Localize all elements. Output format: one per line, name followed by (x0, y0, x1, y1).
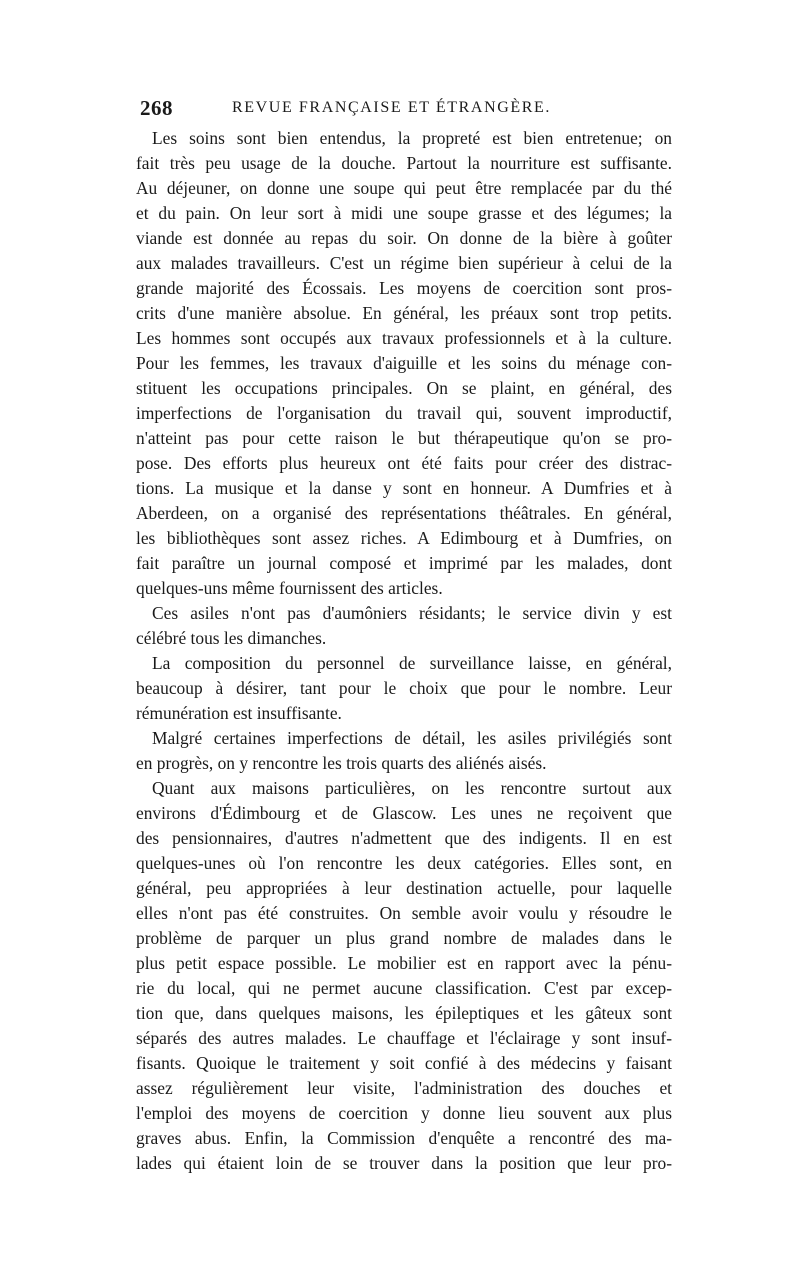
text-line: quelques-uns même fournissent des articles. (136, 578, 443, 598)
text-line: graves abus. Enfin, la Commission d'enquête a rencontré des ma- (136, 1128, 672, 1148)
text-line: Au déjeuner, on donne une soupe qui peut être remplacée par du thé (136, 178, 672, 198)
text-line: rie du local, qui ne permet aucune classification. C'est par excep- (136, 978, 672, 998)
text-line: Les hommes sont occupés aux travaux professionnels et à la culture. (136, 328, 672, 348)
text-line: quelques-unes où l'on rencontre les deux catégories. Elles sont, en (136, 853, 672, 873)
text-line: et du pain. On leur sort à midi une soupe grasse et des légumes; la (136, 203, 672, 223)
text-line: séparés des autres malades. Le chauffage et l'éclairage y sont insuf- (136, 1028, 672, 1048)
text-line: assez régulièrement leur visite, l'administration des douches et (136, 1078, 672, 1098)
text-line: Quant aux maisons particulières, on les rencontre surtout aux (152, 778, 672, 798)
text-line: Aberdeen, on a organisé des représentations théâtrales. En général, (136, 503, 672, 523)
text-line: aux malades travailleurs. C'est un régime bien supérieur à celui de la (136, 253, 672, 273)
text-line: l'emploi des moyens de coercition y donne lieu souvent aux plus (136, 1103, 672, 1123)
text-line: rémunération est insuffisante. (136, 703, 342, 723)
running-head (140, 96, 670, 122)
text-line: en progrès, on y rencontre les trois quarts des aliénés aisés. (136, 753, 547, 773)
text-line: plus petit espace possible. Le mobilier est en rapport avec la pénu- (136, 953, 672, 973)
text-line: crits d'une manière absolue. En général, les préaux sont trop petits. (136, 303, 672, 323)
text-line: célébré tous les dimanches. (136, 628, 327, 648)
text-line: n'atteint pas pour cette raison le but thérapeutique qu'on se pro- (136, 428, 672, 448)
text-line: viande est donnée au repas du soir. On donne de la bière à goûter (136, 228, 672, 248)
page-number: 268 (140, 96, 173, 120)
text-line: fait paraître un journal composé et imprimé par les malades, dont (136, 553, 672, 573)
text-line: grande majorité des Écossais. Les moyens de coercition sont pros- (136, 278, 672, 298)
text-line: fait très peu usage de la douche. Partout la nourriture est suffisante. (136, 153, 672, 173)
text-line: elles n'ont pas été construites. On semble avoir voulu y résoudre le (136, 903, 672, 923)
text-line: des pensionnaires, d'autres n'admettent que des indigents. Il en est (136, 828, 672, 848)
text-line: problème de parquer un plus grand nombre de malades dans le (136, 928, 672, 948)
text-line: beaucoup à désirer, tant pour le choix que pour le nombre. Leur (136, 678, 672, 698)
text-line: stituent les occupations principales. On se plaint, en général, des (136, 378, 672, 398)
text-line: environs d'Édimbourg et de Glascow. Les unes ne reçoivent que (136, 803, 672, 823)
body-text (136, 126, 672, 1176)
text-line: pose. Des efforts plus heureux ont été faits pour créer des distrac- (136, 453, 672, 473)
text-line: tion que, dans quelques maisons, les épileptiques et les gâteux sont (136, 1003, 672, 1023)
journal-title: REVUE FRANÇAISE ET ÉTRANGÈRE. (232, 99, 551, 116)
text-line: lades qui étaient loin de se trouver dans la position que leur pro- (136, 1153, 672, 1173)
text-line: La composition du personnel de surveillance laisse, en général, (152, 653, 672, 673)
text-line: tions. La musique et la danse y sont en honneur. A Dumfries et à (136, 478, 672, 498)
text-line: imperfections de l'organisation du travail qui, souvent improductif, (136, 403, 672, 423)
text-line: Ces asiles n'ont pas d'aumôniers résidants; le service divin y est (152, 603, 672, 623)
text-line: Malgré certaines imperfections de détail, les asiles privilégiés sont (152, 728, 672, 748)
text-line: Les soins sont bien entendus, la propreté est bien entretenue; on (152, 128, 672, 148)
text-line: les bibliothèques sont assez riches. A Edimbourg et à Dumfries, on (136, 528, 672, 548)
text-line: fisants. Quoique le traitement y soit confié à des médecins y faisant (136, 1053, 672, 1073)
text-line: général, peu appropriées à leur destination actuelle, pour laquelle (136, 878, 672, 898)
text-line: Pour les femmes, les travaux d'aiguille et les soins du ménage con- (136, 353, 672, 373)
